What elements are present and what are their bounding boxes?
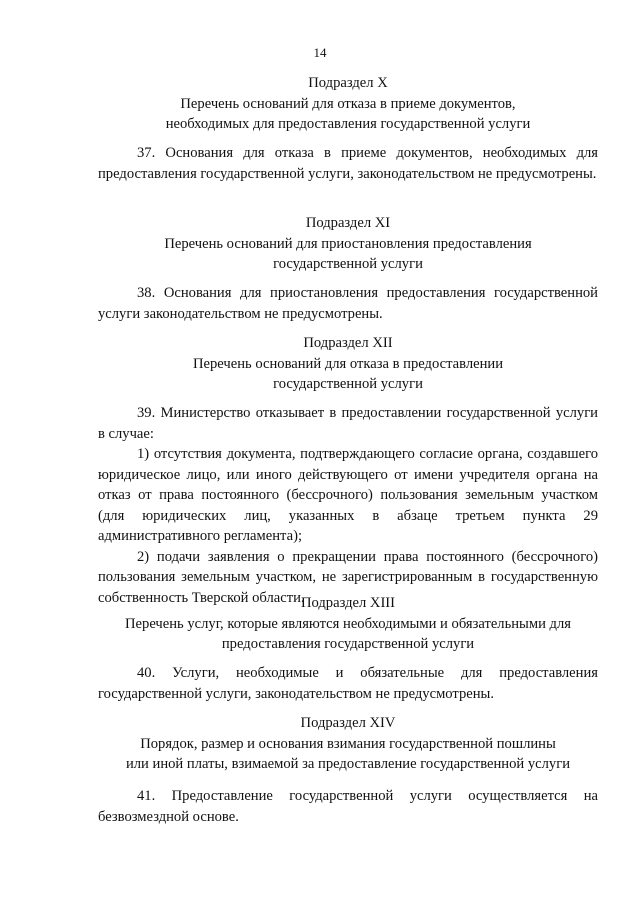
section-label: Подраздел XIII [300,595,396,611]
page-number: 14 [313,45,327,60]
section-title-line: Перечень оснований для приостановления предоставления [164,235,532,252]
section-xiii-body [98,663,598,704]
section-label: Подраздел XII [303,335,393,351]
paragraph-37: 37. Основания для отказа в приеме документов, необходимых для предоставления государственной услуги, законодательством не предусмотрены. [98,145,598,182]
section-title-line: Порядок, размер и основания взимания государственной пошлины [140,735,556,752]
section-x-heading [98,73,598,135]
paragraph-39-item-1: 1) отсутствия документа, подтверждающего согласие органа, создавшего юридическое лицо, или иного действующего от имени учредителя органа на отказ от права постоянного (бессрочного) пользования земельным участком (для юридических лиц, указанных в абзаце третьем пункта 29 административного регламента); [98,446,598,544]
section-xiv-heading [98,713,598,775]
section-title-line: или иной платы, взимаемой за предоставление государственной услуги [125,756,571,772]
section-label: Подраздел XI [305,215,391,231]
section-xi-heading [98,213,598,275]
paragraph-41: 41. Предоставление государственной услуги осуществляется на безвозмездной основе. [98,788,598,825]
section-title-line: Перечень услуг, которые являются необходимыми и обязательными для [125,615,571,632]
section-label: Подраздел XIV [300,715,396,731]
section-x-body [98,143,598,184]
paragraph-38: 38. Основания для приостановления предоставления государственной услуги законодательством не предусмотрены. [98,285,598,322]
section-xii-heading [98,333,598,395]
section-xiii-heading [98,593,598,655]
paragraph-39: 39. Министерство отказывает в предоставлении государственной услуги в случае: [98,405,598,442]
paragraph-40: 40. Услуги, необходимые и обязательные для предоставления государственной услуги, законодательством не предусмотрены. [98,665,598,702]
section-label: Подраздел X [308,75,388,91]
section-title-line: Перечень оснований для отказа в предоставлении [192,355,504,372]
paragraph-39-item-2: 2) подачи заявления о прекращении права постоянного (бессрочного) пользования земельным участком, не зарегистрированным в государственную собственность Тверской области. [98,548,598,606]
section-xi-body [98,283,598,324]
section-xiv-body [98,786,598,827]
section-title-line: Перечень оснований для отказа в приеме документов, [180,95,516,112]
section-xii-body [98,403,598,608]
section-title-line: государственной услуги [273,256,423,272]
section-title-line: государственной услуги [273,376,423,392]
section-title-line: предоставления государственной услуги [221,636,475,652]
section-title-line: необходимых для предоставления государственной услуги [165,116,531,132]
